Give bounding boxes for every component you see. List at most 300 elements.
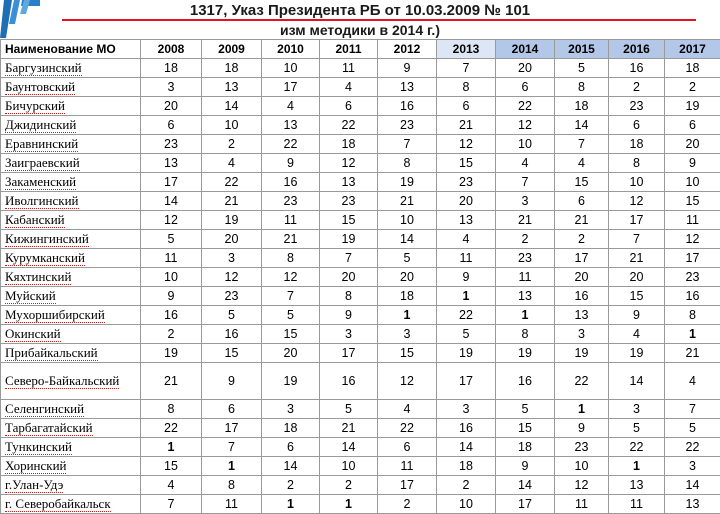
table-row bbox=[1, 363, 720, 400]
rank-cell: 10 bbox=[202, 116, 262, 135]
municipality-name: Баунтовский bbox=[5, 79, 75, 95]
rank-cell: 22 bbox=[378, 419, 437, 438]
rank-cell: 23 bbox=[496, 249, 555, 268]
rank-cell: 4 bbox=[262, 97, 320, 116]
rank-cell: 13 bbox=[496, 287, 555, 306]
rank-cell: 16 bbox=[609, 59, 665, 78]
rank-cell: 22 bbox=[496, 97, 555, 116]
rank-cell: 6 bbox=[262, 438, 320, 457]
rank-cell: 8 bbox=[496, 325, 555, 344]
rank-cell: 18 bbox=[437, 457, 496, 476]
rank-cell: 1 bbox=[320, 495, 378, 514]
table-row bbox=[1, 59, 720, 78]
rank-cell: 12 bbox=[437, 135, 496, 154]
rank-cell: 14 bbox=[665, 476, 720, 495]
rank-cell: 20 bbox=[665, 135, 720, 154]
rank-cell: 8 bbox=[555, 78, 609, 97]
municipality-name-cell bbox=[1, 173, 141, 192]
rank-cell: 10 bbox=[378, 211, 437, 230]
rank-cell: 16 bbox=[555, 287, 609, 306]
rank-cell: 4 bbox=[665, 363, 720, 400]
rank-cell: 19 bbox=[262, 363, 320, 400]
rank-cell: 2 bbox=[555, 230, 609, 249]
rank-cell: 18 bbox=[202, 59, 262, 78]
rank-cell: 20 bbox=[202, 230, 262, 249]
rank-cell: 19 bbox=[320, 230, 378, 249]
municipality-name-cell bbox=[1, 192, 141, 211]
municipality-name: Еравнинский bbox=[5, 136, 78, 152]
municipality-name: Муйский bbox=[5, 288, 56, 304]
rank-cell: 7 bbox=[320, 249, 378, 268]
table-row bbox=[1, 419, 720, 438]
rank-cell: 6 bbox=[496, 78, 555, 97]
table-row bbox=[1, 173, 720, 192]
rank-cell: 1 bbox=[378, 306, 437, 325]
rank-cell: 9 bbox=[378, 59, 437, 78]
rank-cell: 6 bbox=[141, 116, 202, 135]
rank-cell: 1 bbox=[141, 438, 202, 457]
rank-cell: 11 bbox=[320, 59, 378, 78]
table-body bbox=[1, 59, 720, 514]
municipality-name-cell bbox=[1, 457, 141, 476]
column-header-year: 2009 bbox=[202, 40, 262, 59]
rank-cell: 3 bbox=[262, 400, 320, 419]
table-row bbox=[1, 476, 720, 495]
rank-cell: 14 bbox=[437, 438, 496, 457]
rank-cell: 2 bbox=[262, 476, 320, 495]
rank-cell: 21 bbox=[437, 116, 496, 135]
rank-cell: 8 bbox=[202, 476, 262, 495]
rank-cell: 20 bbox=[496, 59, 555, 78]
rank-cell: 22 bbox=[665, 438, 720, 457]
page-subtitle: изм методики в 2014 г.) bbox=[0, 22, 720, 38]
table-row bbox=[1, 344, 720, 363]
table-row bbox=[1, 325, 720, 344]
rank-cell: 13 bbox=[609, 476, 665, 495]
rank-cell: 14 bbox=[320, 438, 378, 457]
municipality-name-cell bbox=[1, 438, 141, 457]
ranking-table bbox=[0, 39, 720, 514]
table-row bbox=[1, 400, 720, 419]
rank-cell: 7 bbox=[496, 173, 555, 192]
rank-cell: 9 bbox=[202, 363, 262, 400]
rank-cell: 5 bbox=[437, 325, 496, 344]
rank-cell: 17 bbox=[141, 173, 202, 192]
rank-cell: 7 bbox=[665, 400, 720, 419]
municipality-name-cell bbox=[1, 268, 141, 287]
rank-cell: 10 bbox=[665, 173, 720, 192]
rank-cell: 9 bbox=[141, 287, 202, 306]
rank-cell: 6 bbox=[378, 438, 437, 457]
rank-cell: 8 bbox=[609, 154, 665, 173]
rank-cell: 1 bbox=[609, 457, 665, 476]
rank-cell: 14 bbox=[141, 192, 202, 211]
rank-cell: 7 bbox=[141, 495, 202, 514]
rank-cell: 9 bbox=[609, 306, 665, 325]
rank-cell: 13 bbox=[378, 78, 437, 97]
rank-cell: 21 bbox=[141, 363, 202, 400]
municipality-name: Кабанский bbox=[5, 212, 65, 228]
rank-cell: 23 bbox=[555, 438, 609, 457]
rank-cell: 6 bbox=[320, 97, 378, 116]
rank-cell: 5 bbox=[262, 306, 320, 325]
rank-cell: 19 bbox=[202, 211, 262, 230]
rank-cell: 21 bbox=[320, 419, 378, 438]
rank-cell: 5 bbox=[320, 400, 378, 419]
rank-cell: 2 bbox=[496, 230, 555, 249]
rank-cell: 13 bbox=[202, 78, 262, 97]
municipality-name: Иволгинский bbox=[5, 193, 79, 209]
rank-cell: 2 bbox=[665, 78, 720, 97]
rank-cell: 17 bbox=[555, 249, 609, 268]
rank-cell: 2 bbox=[320, 476, 378, 495]
column-header-name: Наименование МО bbox=[1, 40, 141, 59]
municipality-name-cell bbox=[1, 363, 141, 400]
rank-cell: 8 bbox=[320, 287, 378, 306]
rank-cell: 2 bbox=[378, 495, 437, 514]
rank-cell: 4 bbox=[378, 400, 437, 419]
rank-cell: 19 bbox=[609, 344, 665, 363]
rank-cell: 3 bbox=[665, 457, 720, 476]
rank-cell: 15 bbox=[141, 457, 202, 476]
rank-cell: 22 bbox=[609, 438, 665, 457]
rank-cell: 4 bbox=[202, 154, 262, 173]
table-row bbox=[1, 457, 720, 476]
rank-cell: 17 bbox=[437, 363, 496, 400]
municipality-name-cell bbox=[1, 476, 141, 495]
municipality-name: Закаменский bbox=[5, 174, 76, 190]
rank-cell: 9 bbox=[665, 154, 720, 173]
rank-cell: 5 bbox=[555, 59, 609, 78]
rank-cell: 3 bbox=[555, 325, 609, 344]
column-header-year: 2013 bbox=[437, 40, 496, 59]
rank-cell: 17 bbox=[609, 211, 665, 230]
title-underline bbox=[62, 19, 696, 21]
column-header-year: 2011 bbox=[320, 40, 378, 59]
table-row bbox=[1, 135, 720, 154]
rank-cell: 3 bbox=[141, 78, 202, 97]
rank-cell: 22 bbox=[320, 116, 378, 135]
rank-cell: 23 bbox=[378, 116, 437, 135]
rank-cell: 6 bbox=[202, 400, 262, 419]
rank-cell: 21 bbox=[262, 230, 320, 249]
table-row bbox=[1, 154, 720, 173]
rank-cell: 1 bbox=[437, 287, 496, 306]
rank-cell: 13 bbox=[665, 495, 720, 514]
rank-cell: 7 bbox=[378, 135, 437, 154]
rank-cell: 5 bbox=[202, 306, 262, 325]
rank-cell: 7 bbox=[437, 59, 496, 78]
rank-cell: 6 bbox=[609, 116, 665, 135]
rank-cell: 21 bbox=[609, 249, 665, 268]
rank-cell: 17 bbox=[496, 495, 555, 514]
rank-cell: 9 bbox=[262, 154, 320, 173]
rank-cell: 14 bbox=[202, 97, 262, 116]
municipality-name: Хоринский bbox=[5, 458, 66, 474]
rank-cell: 21 bbox=[665, 344, 720, 363]
rank-cell: 13 bbox=[262, 116, 320, 135]
rank-cell: 23 bbox=[262, 192, 320, 211]
rank-cell: 17 bbox=[378, 476, 437, 495]
rank-cell: 16 bbox=[496, 363, 555, 400]
rank-cell: 7 bbox=[262, 287, 320, 306]
rank-cell: 3 bbox=[202, 249, 262, 268]
rank-cell: 11 bbox=[437, 249, 496, 268]
table-row bbox=[1, 249, 720, 268]
rank-cell: 3 bbox=[378, 325, 437, 344]
table-row bbox=[1, 116, 720, 135]
rank-cell: 4 bbox=[609, 325, 665, 344]
rank-cell: 11 bbox=[262, 211, 320, 230]
rank-cell: 23 bbox=[141, 135, 202, 154]
rank-cell: 8 bbox=[141, 400, 202, 419]
rank-cell: 1 bbox=[262, 495, 320, 514]
rank-cell: 15 bbox=[437, 154, 496, 173]
rank-cell: 12 bbox=[555, 476, 609, 495]
rank-cell: 13 bbox=[320, 173, 378, 192]
column-header-year: 2016 bbox=[609, 40, 665, 59]
municipality-name: Баргузинский bbox=[5, 60, 82, 76]
rank-cell: 20 bbox=[555, 268, 609, 287]
rank-cell: 16 bbox=[665, 287, 720, 306]
rank-cell: 14 bbox=[609, 363, 665, 400]
rank-cell: 18 bbox=[496, 438, 555, 457]
rank-cell: 19 bbox=[141, 344, 202, 363]
municipality-name: Прибайкальский bbox=[5, 345, 98, 361]
column-header-year: 2012 bbox=[378, 40, 437, 59]
rank-cell: 15 bbox=[496, 419, 555, 438]
rank-cell: 7 bbox=[609, 230, 665, 249]
rank-cell: 20 bbox=[437, 192, 496, 211]
municipality-name-cell bbox=[1, 211, 141, 230]
rank-cell: 14 bbox=[378, 230, 437, 249]
rank-cell: 10 bbox=[262, 59, 320, 78]
column-header-year: 2015 bbox=[555, 40, 609, 59]
rank-cell: 4 bbox=[496, 154, 555, 173]
rank-cell: 20 bbox=[378, 268, 437, 287]
municipality-name-cell bbox=[1, 249, 141, 268]
rank-cell: 7 bbox=[555, 135, 609, 154]
column-header-year: 2010 bbox=[262, 40, 320, 59]
rank-cell: 20 bbox=[320, 268, 378, 287]
rank-cell: 18 bbox=[665, 59, 720, 78]
rank-cell: 11 bbox=[665, 211, 720, 230]
rank-cell: 10 bbox=[320, 457, 378, 476]
municipality-name: г. Северобайкальск bbox=[5, 496, 111, 512]
municipality-name-cell bbox=[1, 306, 141, 325]
rank-cell: 5 bbox=[378, 249, 437, 268]
rank-cell: 15 bbox=[378, 344, 437, 363]
rank-cell: 23 bbox=[202, 287, 262, 306]
municipality-name-cell bbox=[1, 97, 141, 116]
table-row bbox=[1, 211, 720, 230]
rank-cell: 11 bbox=[496, 268, 555, 287]
table-row bbox=[1, 268, 720, 287]
rank-cell: 19 bbox=[378, 173, 437, 192]
rank-cell: 3 bbox=[609, 400, 665, 419]
rank-cell: 7 bbox=[202, 438, 262, 457]
table-row bbox=[1, 438, 720, 457]
rank-cell: 23 bbox=[609, 97, 665, 116]
rank-cell: 9 bbox=[496, 457, 555, 476]
rank-cell: 13 bbox=[437, 211, 496, 230]
rank-cell: 12 bbox=[496, 116, 555, 135]
rank-cell: 10 bbox=[555, 457, 609, 476]
municipality-name-cell bbox=[1, 116, 141, 135]
rank-cell: 14 bbox=[555, 116, 609, 135]
rank-cell: 19 bbox=[437, 344, 496, 363]
rank-cell: 19 bbox=[665, 97, 720, 116]
rank-cell: 4 bbox=[437, 230, 496, 249]
rank-cell: 2 bbox=[437, 476, 496, 495]
rank-cell: 8 bbox=[378, 154, 437, 173]
municipality-name-cell bbox=[1, 495, 141, 514]
rank-cell: 4 bbox=[555, 154, 609, 173]
rank-cell: 12 bbox=[609, 192, 665, 211]
rank-cell: 22 bbox=[437, 306, 496, 325]
rank-cell: 13 bbox=[141, 154, 202, 173]
rank-cell: 15 bbox=[609, 287, 665, 306]
rank-cell: 10 bbox=[496, 135, 555, 154]
rank-cell: 1 bbox=[202, 457, 262, 476]
rank-cell: 12 bbox=[262, 268, 320, 287]
rank-cell: 11 bbox=[141, 249, 202, 268]
rank-cell: 22 bbox=[202, 173, 262, 192]
rank-cell: 1 bbox=[665, 325, 720, 344]
table-header-row bbox=[1, 40, 720, 59]
rank-cell: 23 bbox=[320, 192, 378, 211]
municipality-name: Курумканский bbox=[5, 250, 85, 266]
rank-cell: 15 bbox=[555, 173, 609, 192]
municipality-name-cell bbox=[1, 344, 141, 363]
rank-cell: 11 bbox=[555, 495, 609, 514]
table-row bbox=[1, 97, 720, 116]
rank-cell: 18 bbox=[609, 135, 665, 154]
rank-cell: 16 bbox=[320, 363, 378, 400]
rank-cell: 17 bbox=[320, 344, 378, 363]
rank-cell: 11 bbox=[202, 495, 262, 514]
rank-cell: 23 bbox=[665, 268, 720, 287]
rank-cell: 3 bbox=[437, 400, 496, 419]
rank-cell: 1 bbox=[555, 400, 609, 419]
rank-cell: 4 bbox=[320, 78, 378, 97]
rank-cell: 22 bbox=[262, 135, 320, 154]
rank-cell: 21 bbox=[378, 192, 437, 211]
rank-cell: 12 bbox=[378, 363, 437, 400]
rank-cell: 15 bbox=[665, 192, 720, 211]
rank-cell: 16 bbox=[378, 97, 437, 116]
rank-cell: 12 bbox=[320, 154, 378, 173]
municipality-name: Мухоршибирский bbox=[5, 307, 105, 323]
municipality-name: Кижингинский bbox=[5, 231, 89, 247]
rank-cell: 21 bbox=[202, 192, 262, 211]
municipality-name: Кяхтинский bbox=[5, 269, 71, 285]
table-row bbox=[1, 192, 720, 211]
rank-cell: 19 bbox=[496, 344, 555, 363]
rank-cell: 9 bbox=[437, 268, 496, 287]
rank-cell: 6 bbox=[555, 192, 609, 211]
municipality-name-cell bbox=[1, 230, 141, 249]
rank-cell: 20 bbox=[262, 344, 320, 363]
table-row bbox=[1, 495, 720, 514]
rank-cell: 18 bbox=[378, 287, 437, 306]
rank-cell: 20 bbox=[609, 268, 665, 287]
column-header-year: 2017 bbox=[665, 40, 720, 59]
rank-cell: 18 bbox=[555, 97, 609, 116]
rank-cell: 22 bbox=[141, 419, 202, 438]
rank-cell: 12 bbox=[202, 268, 262, 287]
municipality-name: Селенгинский bbox=[5, 401, 84, 417]
rank-cell: 12 bbox=[665, 230, 720, 249]
column-header-year: 2008 bbox=[141, 40, 202, 59]
rank-cell: 17 bbox=[202, 419, 262, 438]
table-row bbox=[1, 230, 720, 249]
rank-cell: 22 bbox=[555, 363, 609, 400]
rank-cell: 8 bbox=[665, 306, 720, 325]
rank-cell: 12 bbox=[141, 211, 202, 230]
rank-cell: 14 bbox=[262, 457, 320, 476]
rank-cell: 5 bbox=[496, 400, 555, 419]
municipality-name-cell bbox=[1, 325, 141, 344]
rank-cell: 8 bbox=[437, 78, 496, 97]
municipality-name: Джидинский bbox=[5, 117, 76, 133]
rank-cell: 6 bbox=[665, 116, 720, 135]
rank-cell: 20 bbox=[141, 97, 202, 116]
rank-cell: 19 bbox=[555, 344, 609, 363]
rank-cell: 8 bbox=[262, 249, 320, 268]
rank-cell: 5 bbox=[665, 419, 720, 438]
rank-cell: 10 bbox=[141, 268, 202, 287]
municipality-name: Заиграевский bbox=[5, 155, 80, 171]
rank-cell: 2 bbox=[141, 325, 202, 344]
rank-cell: 15 bbox=[202, 344, 262, 363]
rank-cell: 11 bbox=[609, 495, 665, 514]
rank-cell: 11 bbox=[378, 457, 437, 476]
rank-cell: 18 bbox=[141, 59, 202, 78]
rank-cell: 5 bbox=[609, 419, 665, 438]
rank-cell: 17 bbox=[665, 249, 720, 268]
table-row bbox=[1, 78, 720, 97]
rank-cell: 3 bbox=[496, 192, 555, 211]
municipality-name-cell bbox=[1, 400, 141, 419]
rank-cell: 18 bbox=[262, 419, 320, 438]
rank-cell: 21 bbox=[555, 211, 609, 230]
rank-cell: 14 bbox=[496, 476, 555, 495]
rank-cell: 16 bbox=[202, 325, 262, 344]
rank-cell: 23 bbox=[437, 173, 496, 192]
rank-cell: 10 bbox=[609, 173, 665, 192]
municipality-name-cell bbox=[1, 287, 141, 306]
municipality-name-cell bbox=[1, 154, 141, 173]
rank-cell: 17 bbox=[262, 78, 320, 97]
table-row bbox=[1, 306, 720, 325]
rank-cell: 16 bbox=[141, 306, 202, 325]
rank-cell: 15 bbox=[320, 211, 378, 230]
municipality-name: Тарбагатайский bbox=[5, 420, 93, 436]
rank-cell: 15 bbox=[262, 325, 320, 344]
municipality-name-cell bbox=[1, 78, 141, 97]
municipality-name-cell bbox=[1, 419, 141, 438]
rank-cell: 6 bbox=[437, 97, 496, 116]
municipality-name-cell bbox=[1, 135, 141, 154]
rank-cell: 2 bbox=[609, 78, 665, 97]
column-header-year: 2014 bbox=[496, 40, 555, 59]
rank-cell: 1 bbox=[496, 306, 555, 325]
rank-cell: 10 bbox=[437, 495, 496, 514]
rank-cell: 9 bbox=[320, 306, 378, 325]
rank-cell: 3 bbox=[320, 325, 378, 344]
rank-cell: 2 bbox=[202, 135, 262, 154]
